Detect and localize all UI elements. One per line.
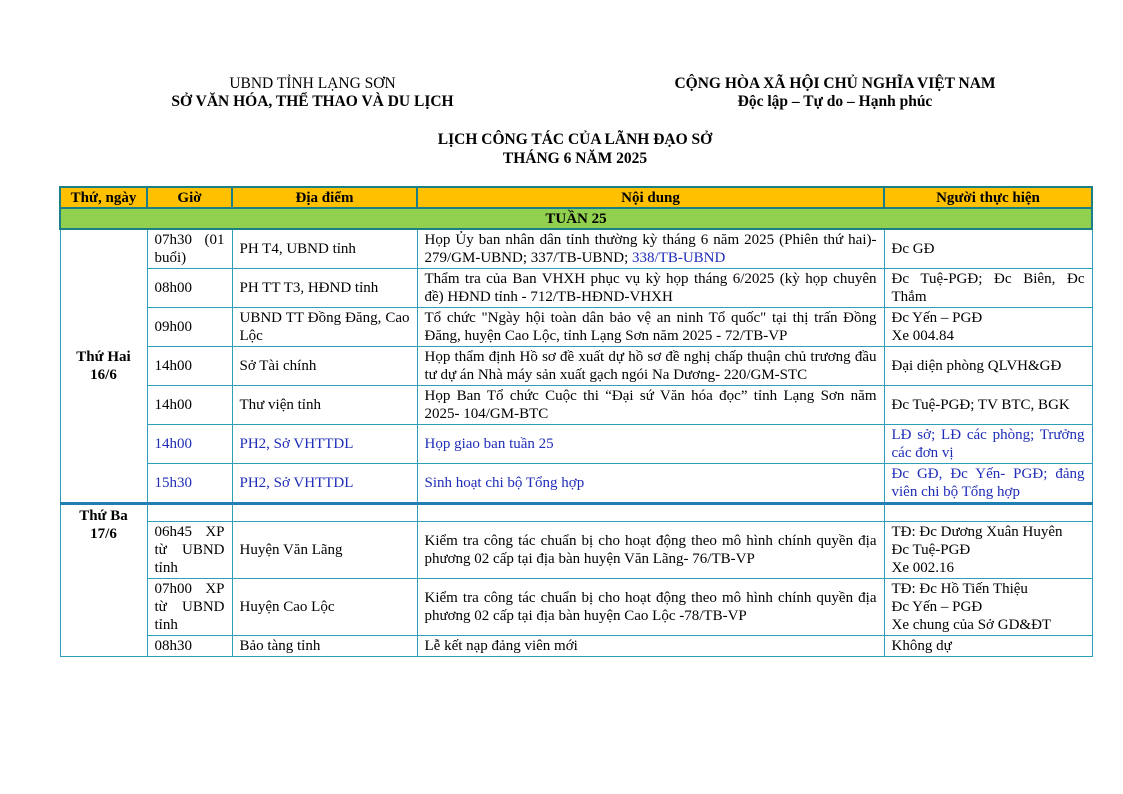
content-cell: Kiểm tra công tác chuẩn bị cho hoạt động theo mô hình chính quyền địa phương 02 cấp tại địa bàn huyện Văn Lãng- 76/TB-VP bbox=[417, 522, 884, 579]
time-cell bbox=[147, 504, 232, 522]
table-row bbox=[60, 308, 1092, 347]
schedule-table bbox=[59, 186, 1093, 657]
person-cell: Đc Tuệ-PGĐ; Đc Biên, Đc Thắm bbox=[884, 269, 1092, 308]
person-cell bbox=[884, 579, 1092, 636]
person-cell bbox=[884, 522, 1092, 579]
content-link[interactable]: 338/TB-UBND bbox=[632, 250, 726, 266]
col-header-content: Nội dung bbox=[417, 187, 884, 208]
day-date: 17/6 bbox=[90, 526, 117, 542]
place-cell: Sở Tài chính bbox=[232, 347, 417, 386]
nation-line-2: Độc lập – Tự do – Hạnh phúc bbox=[737, 93, 933, 110]
person-cell bbox=[884, 308, 1092, 347]
time-cell: 14h00 bbox=[147, 347, 232, 386]
table-row bbox=[60, 347, 1092, 386]
content-cell: Kiểm tra công tác chuẩn bị cho hoạt động theo mô hình chính quyền địa phương 02 cấp tại địa bàn huyện Cao Lộc -78/TB-VP bbox=[417, 579, 884, 636]
person-cell: Đại diện phòng QLVH&GĐ bbox=[884, 347, 1092, 386]
time-cell: 07h30 (01 buổi) bbox=[147, 229, 232, 269]
document-title bbox=[0, 130, 1123, 168]
content-cell bbox=[417, 229, 884, 269]
person-cell: Đc GĐ, Đc Yến- PGĐ; đảng viên chi bộ Tổng hợp bbox=[884, 464, 1092, 504]
time-cell: 14h00 bbox=[147, 386, 232, 425]
place-cell bbox=[232, 504, 417, 522]
col-header-time: Giờ bbox=[147, 187, 232, 208]
nation-header bbox=[640, 75, 1030, 111]
table-row bbox=[60, 522, 1092, 579]
content-cell: Họp thẩm định Hồ sơ đề xuất dự hồ sơ đề nghị chấp thuận chủ trương đầu tư dự án Nhà máy sản xuất gạch ngói Na Dương- 220/GM-STC bbox=[417, 347, 884, 386]
place-cell: PH2, Sở VHTTDL bbox=[232, 464, 417, 504]
title-line-1: LỊCH CÔNG TÁC CỦA LÃNH ĐẠO SỞ bbox=[437, 131, 713, 148]
content-cell: Họp Ban Tổ chức Cuộc thi “Đại sứ Văn hóa đọc” tỉnh Lạng Sơn năm 2025- 104/GM-BTC bbox=[417, 386, 884, 425]
table-row bbox=[60, 425, 1092, 464]
person-cell: Không dự bbox=[884, 636, 1092, 657]
content-cell: Thẩm tra của Ban VHXH phục vụ kỳ họp tháng 6/2025 (kỳ họp chuyên đề) HĐND tỉnh - 712/TB-HĐND-VHXH bbox=[417, 269, 884, 308]
time-cell: 07h00 XP từ UBND tỉnh bbox=[147, 579, 232, 636]
org-line-1: UBND TỈNH LẠNG SƠN bbox=[229, 75, 396, 92]
person-line: Đc Tuệ-PGĐ bbox=[891, 542, 971, 558]
col-header-day: Thứ, ngày bbox=[60, 187, 147, 208]
time-cell: 15h30 bbox=[147, 464, 232, 504]
time-cell: 09h00 bbox=[147, 308, 232, 347]
table-row bbox=[60, 269, 1092, 308]
col-header-person: Người thực hiện bbox=[884, 187, 1092, 208]
place-cell: UBND TT Đồng Đăng, Cao Lộc bbox=[232, 308, 417, 347]
vehicle-line: Xe 002.16 bbox=[891, 560, 954, 576]
organization-header bbox=[140, 75, 485, 111]
person-cell: Đc Tuệ-PGĐ; TV BTC, BGK bbox=[884, 386, 1092, 425]
place-cell: Thư viện tỉnh bbox=[232, 386, 417, 425]
place-cell: PH2, Sở VHTTDL bbox=[232, 425, 417, 464]
person-line: TĐ: Đc Hồ Tiến Thiệu bbox=[891, 581, 1028, 597]
place-cell: Huyện Văn Lãng bbox=[232, 522, 417, 579]
week-label: TUẦN 25 bbox=[60, 208, 1092, 229]
place-cell: PH TT T3, HĐND tỉnh bbox=[232, 269, 417, 308]
table-row bbox=[60, 229, 1092, 269]
day-cell-monday bbox=[60, 229, 147, 504]
title-line-2: THÁNG 6 NĂM 2025 bbox=[502, 150, 648, 167]
place-cell: Huyện Cao Lộc bbox=[232, 579, 417, 636]
content-cell bbox=[417, 504, 884, 522]
day-cell-tuesday bbox=[60, 504, 147, 657]
table-row bbox=[60, 636, 1092, 657]
vehicle-line: Xe chung của Sở GD&ĐT bbox=[891, 617, 1052, 633]
content-cell: Lễ kết nạp đảng viên mới bbox=[417, 636, 884, 657]
table-header-row bbox=[60, 187, 1092, 208]
table-row bbox=[60, 386, 1092, 425]
person-cell: LĐ sở; LĐ các phòng; Trưởng các đơn vị bbox=[884, 425, 1092, 464]
person-line: Đc Yến – PGĐ bbox=[891, 310, 983, 326]
day-name: Thứ Ba bbox=[79, 508, 128, 524]
col-header-place: Địa điểm bbox=[232, 187, 417, 208]
person-line: Đc Yến – PGĐ bbox=[891, 599, 983, 615]
content-cell: Tổ chức "Ngày hội toàn dân bảo vệ an ninh Tổ quốc" tại thị trấn Đồng Đăng, huyện Cao Lộc, tỉnh Lạng Sơn năm 2025 - 72/TB-VP bbox=[417, 308, 884, 347]
place-cell: PH T4, UBND tỉnh bbox=[232, 229, 417, 269]
table-row bbox=[60, 464, 1092, 504]
time-cell: 08h30 bbox=[147, 636, 232, 657]
table-row bbox=[60, 504, 1092, 522]
person-line: TĐ: Đc Dương Xuân Huyên bbox=[891, 524, 1063, 540]
day-date: 16/6 bbox=[90, 367, 117, 383]
content-text: Họp Ủy ban nhân dân tỉnh thường kỳ tháng 6 năm 2025 (Phiên thứ hai)- 279/GM-UBND; 337/TB-UBND; bbox=[424, 232, 877, 266]
person-cell bbox=[884, 504, 1092, 522]
content-cell: Sinh hoạt chi bộ Tổng hợp bbox=[417, 464, 884, 504]
time-cell: 14h00 bbox=[147, 425, 232, 464]
week-row bbox=[60, 208, 1092, 229]
nation-line-1: CỘNG HÒA XÃ HỘI CHỦ NGHĨA VIỆT NAM bbox=[674, 75, 996, 92]
content-cell: Họp giao ban tuần 25 bbox=[417, 425, 884, 464]
table-row bbox=[60, 579, 1092, 636]
time-cell: 06h45 XP từ UBND tỉnh bbox=[147, 522, 232, 579]
time-cell: 08h00 bbox=[147, 269, 232, 308]
vehicle-line: Xe 004.84 bbox=[891, 328, 954, 344]
place-cell: Bảo tàng tỉnh bbox=[232, 636, 417, 657]
org-line-2: SỞ VĂN HÓA, THỂ THAO VÀ DU LỊCH bbox=[171, 93, 454, 110]
day-name: Thứ Hai bbox=[76, 349, 131, 365]
person-cell: Đc GĐ bbox=[884, 229, 1092, 269]
